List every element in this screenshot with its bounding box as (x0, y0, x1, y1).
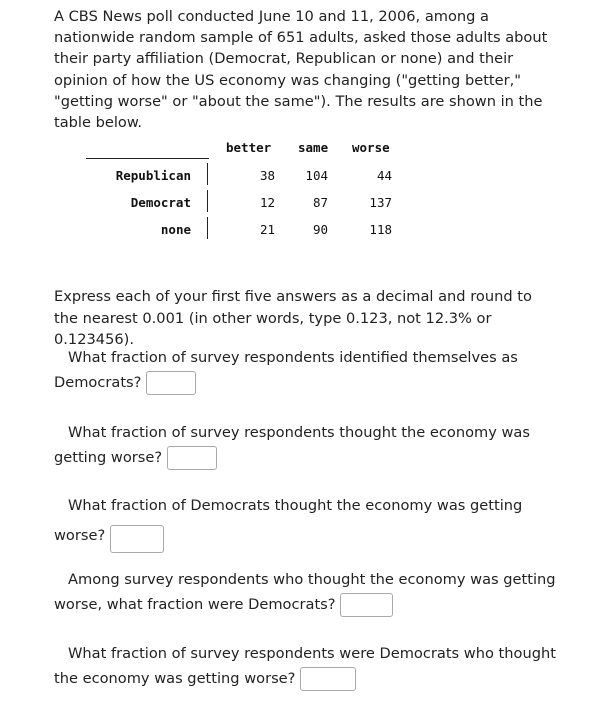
answer-input-4[interactable] (340, 593, 393, 617)
answer-input-3[interactable] (110, 525, 164, 553)
question-5-text: What fraction of survey respondents were Democrats who thought the economy was getting worse? (54, 645, 556, 687)
table-header-rule (86, 158, 209, 159)
question-1 (54, 346, 574, 395)
problem-intro: A CBS News poll conducted June 10 and 11, 2006, among a nationwide random sample of 651 adults, asked those adults about their party affiliation (Democrat, Republican or none) and their opinion of how the US economy was changing ("getting better," "getting worse" or "about the same"). The results are shown in the table below. (54, 8, 548, 132)
column-header-worse: worse (352, 140, 390, 155)
table-cell: 90 (312, 222, 328, 237)
answer-input-1[interactable] (146, 371, 196, 395)
table-cell: 12 (259, 195, 275, 210)
question-4 (54, 568, 574, 617)
table-cell: 118 (369, 222, 392, 237)
row-label-democrat: Democrat (130, 195, 191, 210)
question-2-text: What fraction of survey respondents thought the economy was getting worse? (54, 424, 530, 466)
question-2 (54, 421, 574, 470)
table-cell: 44 (376, 168, 392, 183)
table-row-divider (207, 217, 208, 239)
question-4-text: Among survey respondents who thought the economy was getting worse, what fraction were Democrats? (54, 571, 556, 613)
table-row-divider (207, 163, 208, 185)
row-label-none: none (160, 222, 191, 237)
question-1-text: What fraction of survey respondents identified themselves as Democrats? (54, 349, 518, 391)
table-cell: 21 (259, 222, 275, 237)
answer-instructions: Express each of your first five answers as a decimal and round to the nearest 0.001 (in other words, type 0.123, not 12.3% or 0.123456). (54, 288, 532, 348)
table-cell: 137 (369, 195, 392, 210)
answer-input-5[interactable] (300, 667, 356, 691)
question-3-text: What fraction of Democrats thought the economy was getting worse? (54, 497, 523, 544)
table-cell: 87 (312, 195, 328, 210)
column-header-same: same (298, 140, 329, 155)
row-label-republican: Republican (115, 168, 191, 183)
table-cell: 38 (259, 168, 275, 183)
answer-input-2[interactable] (167, 446, 217, 470)
question-5 (54, 642, 574, 691)
question-3 (54, 494, 574, 553)
table-cell: 104 (305, 168, 328, 183)
table-row-divider (207, 190, 208, 212)
column-header-better: better (226, 140, 272, 155)
